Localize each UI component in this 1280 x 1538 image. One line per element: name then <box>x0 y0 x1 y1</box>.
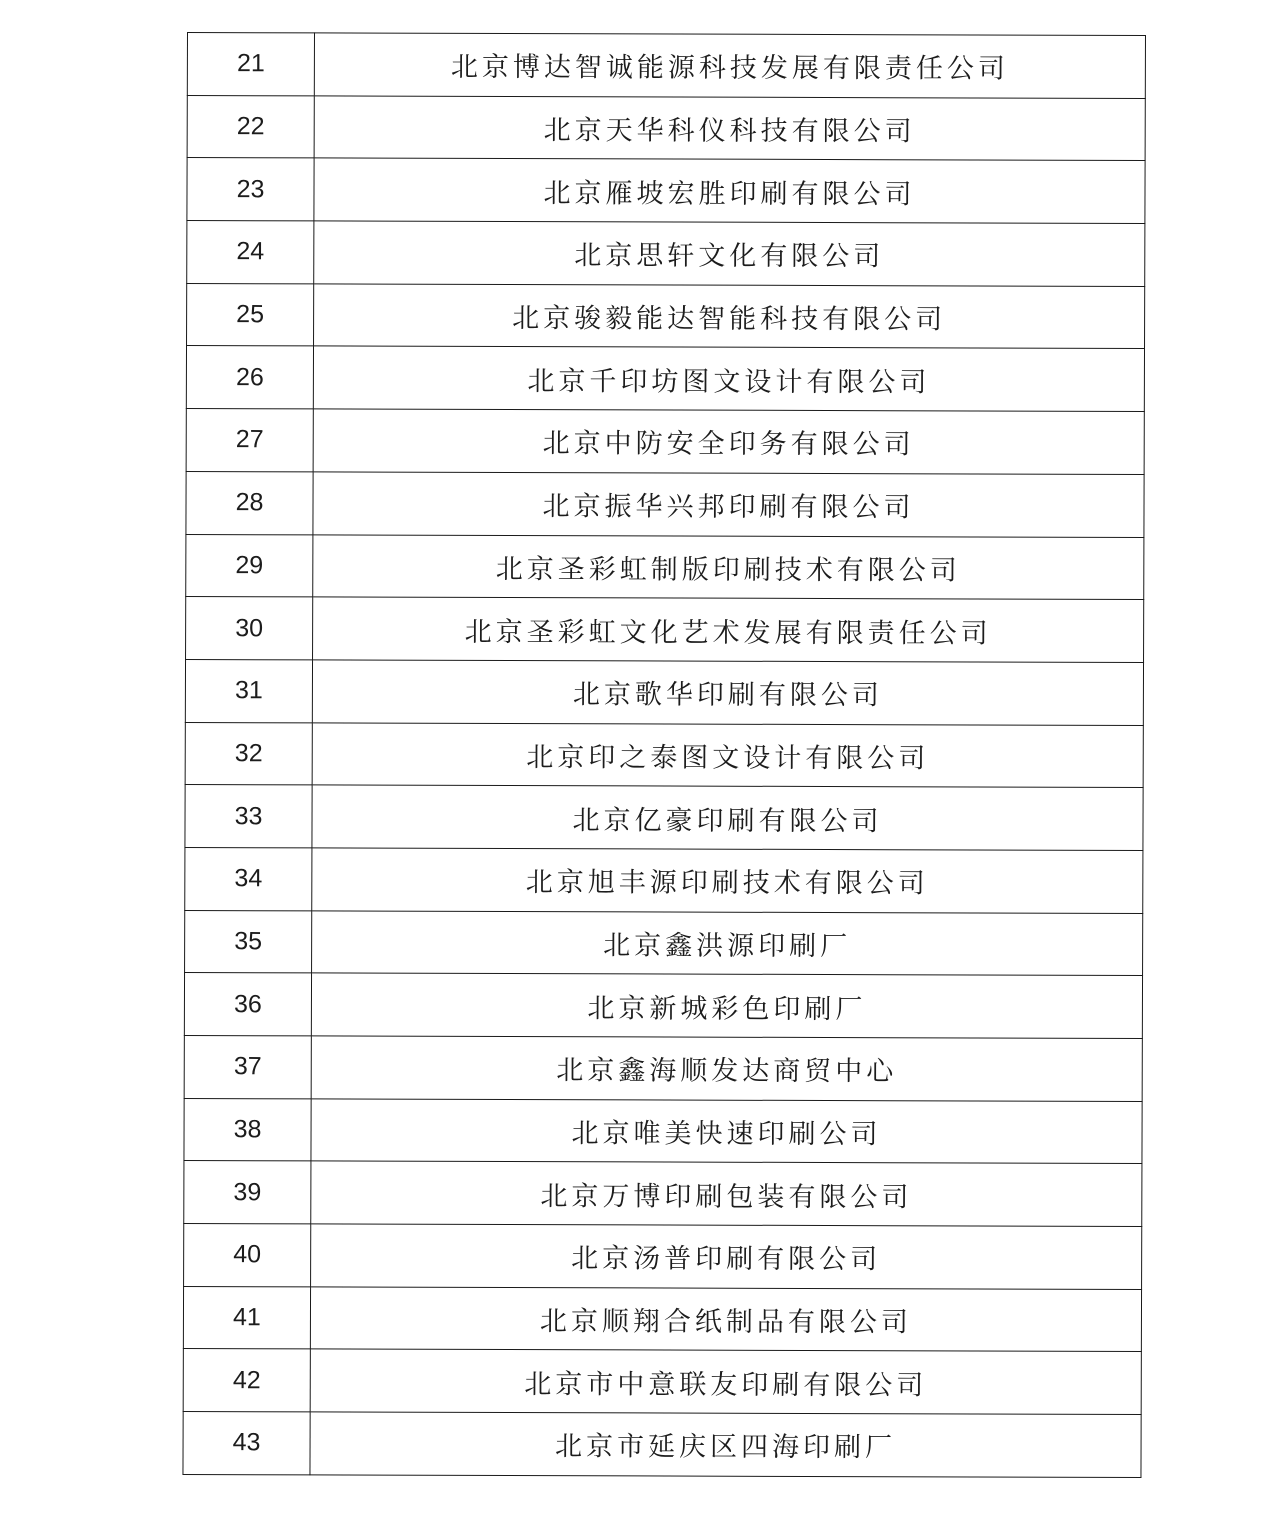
table-row <box>184 1098 1142 1164</box>
table-row <box>186 346 1144 412</box>
company-name-cell: 北京旭丰源印刷技术有限公司 <box>312 848 1143 913</box>
table-row <box>186 409 1144 475</box>
company-name-cell: 北京市中意联友印刷有限公司 <box>310 1349 1141 1414</box>
row-number-cell: 31 <box>185 659 312 722</box>
table-row <box>184 1161 1142 1227</box>
company-name-cell: 北京鑫洪源印刷厂 <box>312 911 1143 976</box>
company-name-cell: 北京圣彩虹制版印刷技术有限公司 <box>313 534 1144 599</box>
company-name-cell: 北京万博印刷包装有限公司 <box>311 1161 1142 1226</box>
company-name-cell: 北京天华科仪科技有限公司 <box>314 96 1145 161</box>
row-number-cell: 35 <box>185 910 312 973</box>
row-number-cell: 25 <box>187 283 314 346</box>
table-row <box>183 1412 1141 1478</box>
row-number-cell: 24 <box>187 221 314 284</box>
row-number-cell: 22 <box>187 95 314 158</box>
table-row <box>185 910 1143 976</box>
row-number-cell: 43 <box>183 1412 310 1475</box>
row-number-cell: 34 <box>185 847 312 910</box>
row-number-cell: 40 <box>184 1224 311 1287</box>
company-name-cell: 北京雁坡宏胜印刷有限公司 <box>314 158 1145 223</box>
table-row <box>186 534 1144 600</box>
table-row <box>186 471 1144 537</box>
row-number-cell: 21 <box>187 33 314 96</box>
company-name-cell: 北京歌华印刷有限公司 <box>312 660 1143 725</box>
table-row <box>187 158 1145 224</box>
company-name-cell: 北京印之泰图文设计有限公司 <box>312 722 1143 787</box>
table-row <box>187 283 1145 349</box>
company-name-cell: 北京博达智诚能源科技发展有限责任公司 <box>314 33 1145 98</box>
row-number-cell: 36 <box>184 973 311 1036</box>
company-name-cell: 北京鑫海顺发达商贸中心 <box>311 1036 1142 1101</box>
row-number-cell: 32 <box>185 722 312 785</box>
company-name-cell: 北京亿豪印刷有限公司 <box>312 785 1143 850</box>
table-row <box>187 33 1145 99</box>
row-number-cell: 30 <box>186 597 313 660</box>
table-row <box>185 659 1143 725</box>
table-row <box>185 785 1143 851</box>
company-name-cell: 北京中防安全印务有限公司 <box>313 409 1144 474</box>
table-row <box>185 847 1143 913</box>
company-name-cell: 北京市延庆区四海印刷厂 <box>310 1412 1141 1477</box>
row-number-cell: 27 <box>186 409 313 472</box>
row-number-cell: 42 <box>183 1349 310 1412</box>
table-row <box>184 973 1142 1039</box>
company-name-cell: 北京顺翔合纸制品有限公司 <box>310 1287 1141 1352</box>
company-name-cell: 北京千印坊图文设计有限公司 <box>313 346 1144 411</box>
table-body <box>183 33 1146 1478</box>
company-name-cell: 北京圣彩虹文化艺术发展有限责任公司 <box>313 597 1144 662</box>
table-row <box>185 722 1143 788</box>
company-name-cell: 北京骏毅能达智能科技有限公司 <box>314 284 1145 349</box>
table-row <box>184 1224 1142 1290</box>
table-row <box>183 1349 1141 1415</box>
company-name-cell: 北京振华兴邦印刷有限公司 <box>313 472 1144 537</box>
company-name-cell: 北京新城彩色印刷厂 <box>311 973 1142 1038</box>
table-row <box>187 95 1145 161</box>
row-number-cell: 33 <box>185 785 312 848</box>
row-number-cell: 41 <box>183 1286 310 1349</box>
company-name-cell: 北京汤普印刷有限公司 <box>311 1224 1142 1289</box>
table-row <box>183 1286 1141 1352</box>
company-name-cell: 北京唯美快速印刷公司 <box>311 1099 1142 1164</box>
row-number-cell: 39 <box>184 1161 311 1224</box>
row-number-cell: 37 <box>184 1035 311 1098</box>
row-number-cell: 28 <box>186 471 313 534</box>
row-number-cell: 38 <box>184 1098 311 1161</box>
company-list-table <box>182 32 1146 1478</box>
row-number-cell: 23 <box>187 158 314 221</box>
row-number-cell: 29 <box>186 534 313 597</box>
table-row <box>186 597 1144 663</box>
company-name-cell: 北京思轩文化有限公司 <box>314 221 1145 286</box>
table-row <box>187 221 1145 287</box>
table-row <box>184 1035 1142 1101</box>
row-number-cell: 26 <box>186 346 313 409</box>
